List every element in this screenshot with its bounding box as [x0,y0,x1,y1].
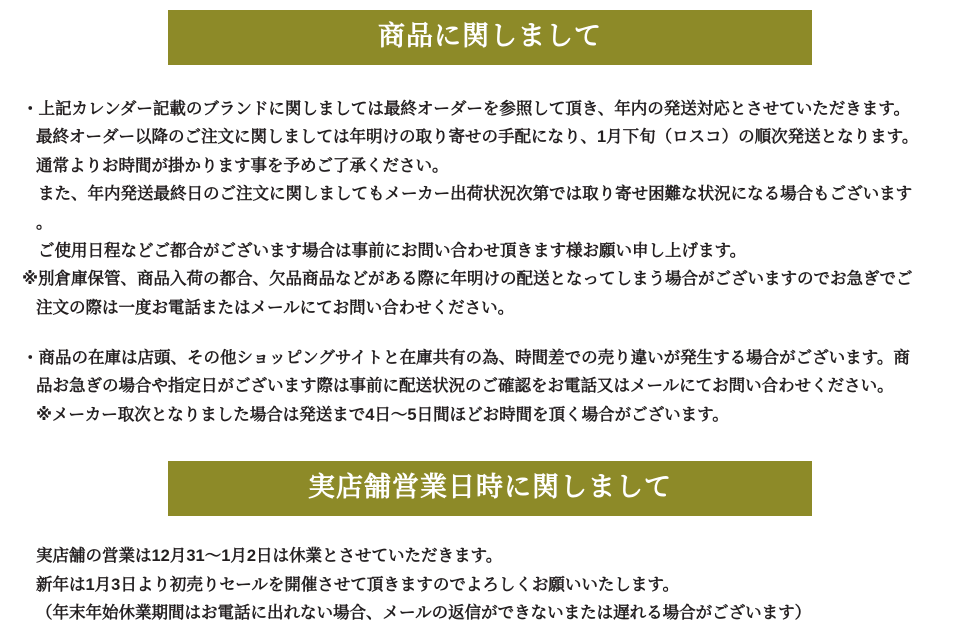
notice-line: ※別倉庫保管、商品入荷の都合、欠品商品などがある際に年明けの配送となってしまう場合がございますのでお急ぎでご [22,270,913,289]
notice-line: 実店舗の営業は12月31〜1月2日は休業とさせていただきます。 [36,547,503,566]
document-page [0,10,980,622]
notice-line: また、年内発送最終日のご注文に関しましてもメーカー出荷状況次第では取り寄せ困難な状況になる場合もございます [38,185,913,204]
notice-line: ご使用日程などご都合がございます場合は事前にお問い合わせ頂きます様お願い申し上げます。 [38,241,747,260]
section-heading-store-hours: 実店舗営業日時に関しまして [168,461,812,516]
products-notice-paragraph-1 [0,95,980,322]
section-heading-products: 商品に関しまして [168,10,812,65]
notice-line: 。 [36,213,53,232]
notice-line: 品お急ぎの場合や指定日がございます際は事前に配送状況のご確認をお電話又はメールにてお問い合わせください。 [36,377,894,396]
notice-line: 新年は1月3日より初売りセールを開催させて頂きますのでよろしくお願いいたします。 [36,575,680,594]
notice-line: 注文の際は一度お電話またはメールにてお問い合わせください。 [36,298,515,317]
store-hours-paragraph [0,542,980,627]
notice-line: 最終オーダー以降のご注文に関しましては年明けの取り寄せの手配になり、1月下旬（ロスコ）の順次発送となります。 [36,128,919,147]
notice-line: （年末年始休業期間はお電話に出れない場合、メールの返信ができないまたは遅れる場合がございます） [36,603,812,622]
products-notice-paragraph-2 [0,344,980,429]
notice-line: 通常よりお時間が掛かります事を予めご了承ください。 [36,156,449,175]
notice-line: ※メーカー取次となりました場合は発送まで4日〜5日間ほどお時間を頂く場合がございます。 [36,405,729,424]
notice-line: ・上記カレンダー記載のブランドに関しましては最終オーダーを参照して頂き、年内の発送対応とさせていただきます。 [22,100,910,118]
section-spacer [0,429,980,461]
notice-line: ・商品の在庫は店頭、その他ショッピングサイトと在庫共有の為、時間差での売り違いが発生する場合がございます。商 [22,349,910,367]
